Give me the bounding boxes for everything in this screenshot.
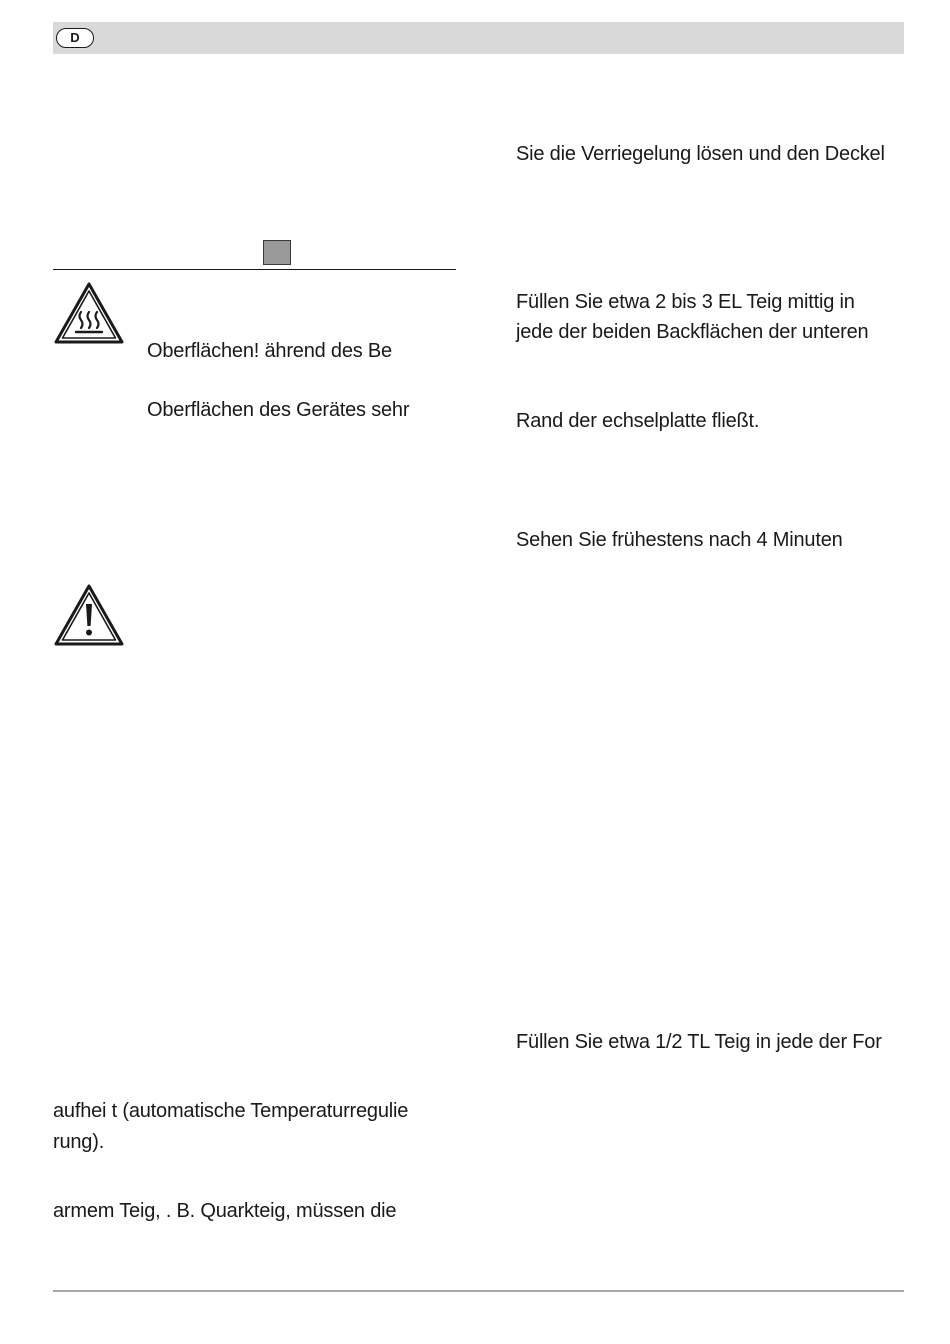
body-text-line-2: rung). <box>53 1131 105 1153</box>
exclamation-warning-icon <box>52 582 126 648</box>
right-text-line-5: Sehen Sie frühestens nach 4 Minuten <box>516 529 843 551</box>
section-marker-square <box>263 240 291 265</box>
warning-text-line-1: Oberflächen! ährend des Be <box>147 340 392 362</box>
section-rule <box>53 269 456 270</box>
right-text-line-6: Füllen Sie etwa 1/2 TL Teig in jede der For <box>516 1031 882 1053</box>
right-text-line-2: Füllen Sie etwa 2 bis 3 EL Teig mittig in <box>516 291 855 313</box>
right-text-line-3: jede der beiden Backflächen der unteren <box>516 321 869 343</box>
footer-rule <box>53 1290 904 1292</box>
right-text-line-1: Sie die Verriegelung lösen und den Deckel <box>516 143 885 165</box>
language-badge: D <box>56 28 94 48</box>
warning-text-line-2: Oberflächen des Gerätes sehr <box>147 399 410 421</box>
header-bar <box>53 22 904 54</box>
right-text-line-4: Rand der echselplatte fließt. <box>516 410 760 432</box>
body-text-line-3: armem Teig, . B. Quarkteig, müssen die <box>53 1200 397 1222</box>
hot-surface-warning-icon <box>52 280 126 346</box>
body-text-line-1: aufhei t (automatische Temperaturregulie <box>53 1100 409 1122</box>
